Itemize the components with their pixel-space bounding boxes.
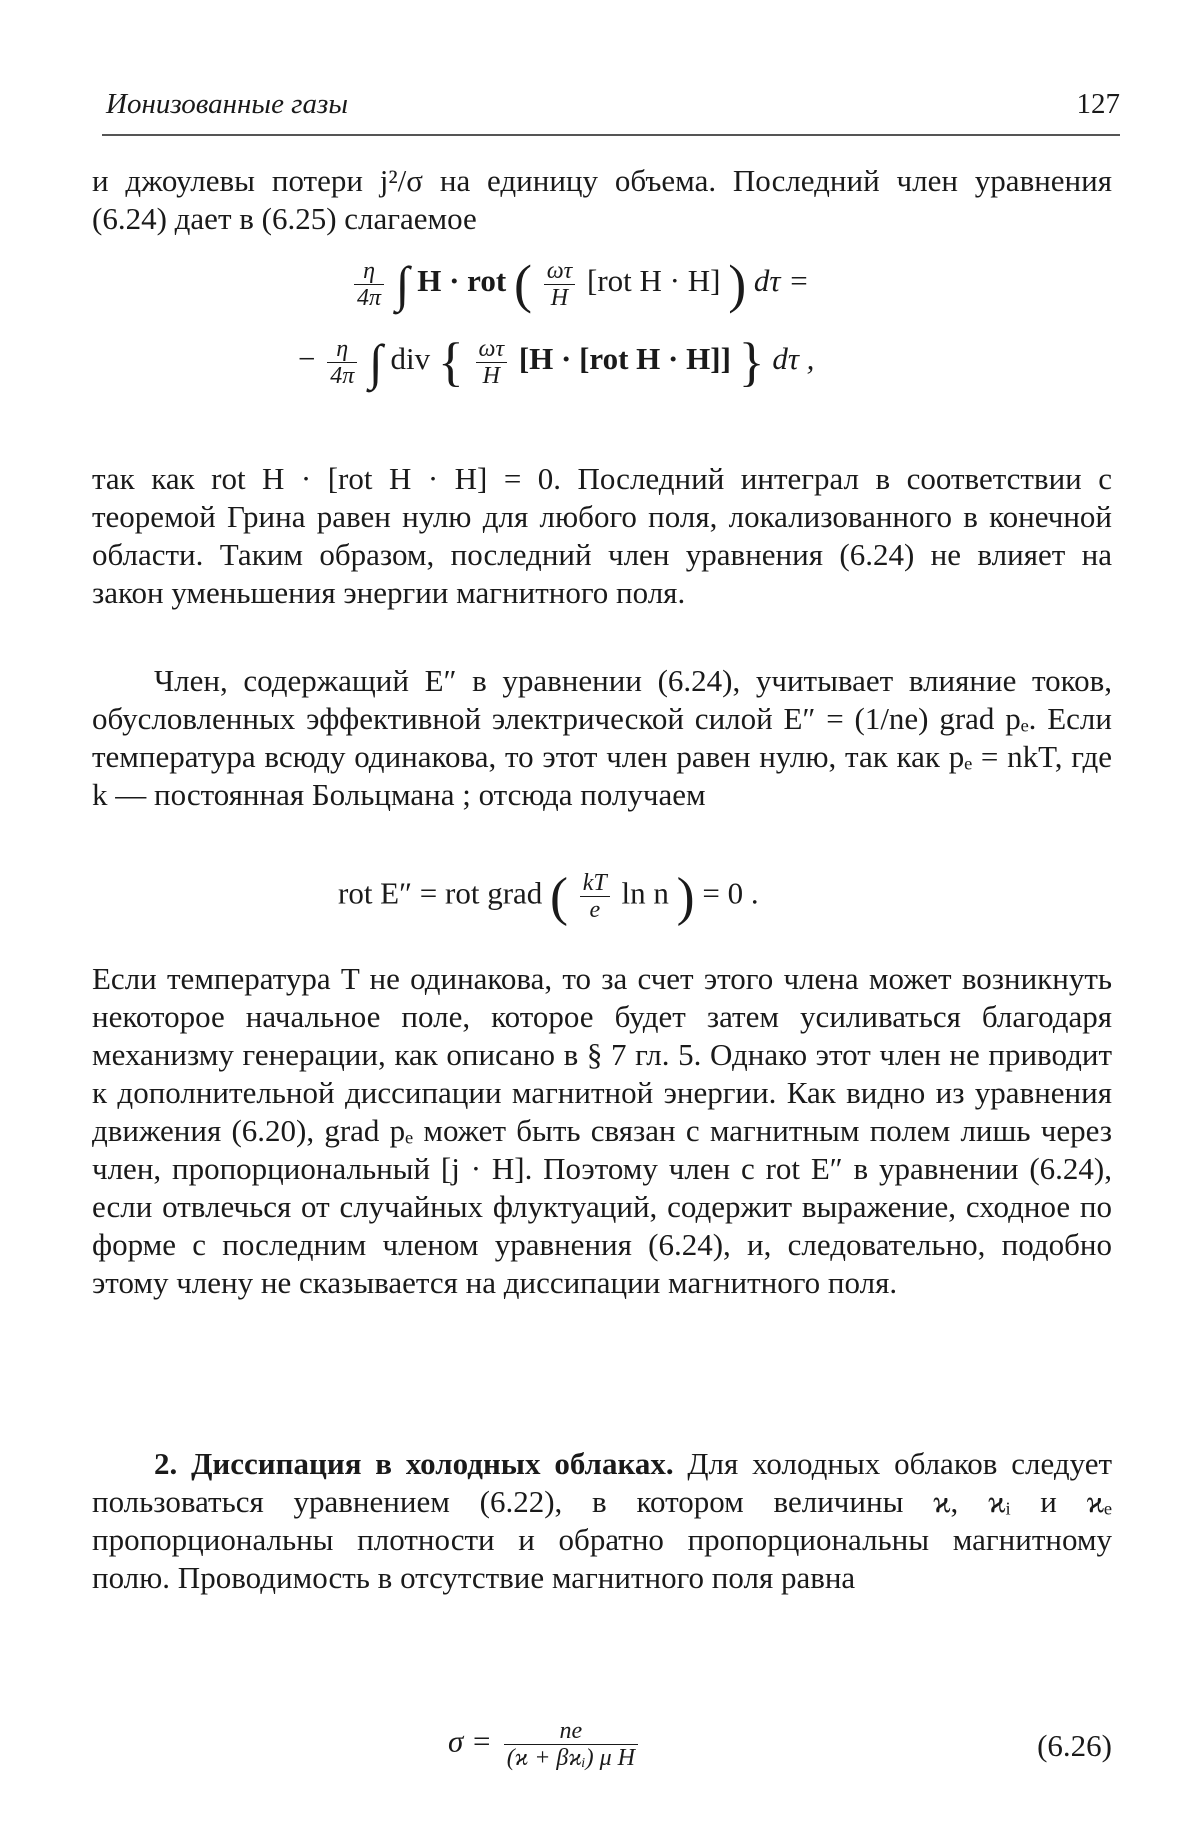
formula-3-ln: ln n (621, 875, 669, 911)
paren-open: ( (550, 866, 569, 927)
formula-2-div: div (390, 341, 431, 377)
paragraph-2-text: так как rot H · [rot H · H] = 0. Последний интеграл в соответствии с теоремой Грина равен нулю для любого поля, локализованного в конечной области. Таким образом, последний член уравнения (6.24) не влияет на закон уменьшения энергии магнитного поля. (92, 461, 1112, 610)
paragraph-4-text: Если температура T не одинакова, то за счет этого члена может возникнуть некоторое начальное поле, которое будет затем усиливаться благодаря механизму генерации, как описано в § 7 гл. 5. Однако этот член не приводит к дополнительной диссипации магнитной энергии. Как видно из уравнения движения (6.20), grad pₑ может быть связан с магнитным полем лишь через член, пропорциональный [j · H]. Поэтому член с rot E″ в уравнении (6.24), если отвлечься от случайных флуктуаций, содержит выражение, сходное по форме с последним членом уравнения (6.24), и, следовательно, подобно этому члену не сказывается на диссипации магнитного поля. (92, 961, 1112, 1300)
formula-1-bracket: [rot H · H] (587, 263, 721, 299)
formula-1-fraction-eta: $\frac{\eta}{4\pi}$ (354, 258, 384, 311)
paragraph-5 (92, 1445, 1112, 1597)
header-rule (102, 134, 1120, 136)
paragraph-5-text (92, 1445, 1112, 1597)
formula-3 (338, 866, 759, 927)
brace-close: } (738, 332, 765, 392)
formula-2-bracket: [H · [rot H · H]] (518, 341, 731, 377)
paragraph-2 (92, 460, 1112, 612)
formula-4 (448, 1718, 642, 1771)
paragraph-4 (92, 960, 1112, 1302)
paren-close: ) (728, 254, 747, 314)
formula-2-fraction-eta: $\frac{\eta}{4\pi}$ (327, 336, 357, 389)
formula-4-fraction: $\frac{ne}{\text{(ϰ + βϰᵢ) μ H}}$ (504, 1718, 638, 1771)
running-title: Ионизованные газы (106, 88, 348, 120)
page-number: 127 (1076, 88, 1120, 120)
paragraph-3-text: Член, содержащий E″ в уравнении (6.24), учитывает влияние токов, обусловленных эффективной электрической силой E″ = (1/ne) grad pₑ. Если температура всюду одинакова, то этот член равен нулю, так как pₑ = nkT, где k — постоянная Больцмана ; отсюда получаем (92, 663, 1112, 812)
formula-4-left: σ = (448, 1723, 492, 1759)
brace-open: { (437, 332, 464, 392)
formula-2-tail: dτ , (772, 341, 815, 377)
formula-3-right: = 0 . (702, 875, 759, 911)
integral-sign: ∫ (395, 256, 410, 312)
integral-sign: ∫ (369, 334, 383, 390)
paren-open: ( (513, 254, 532, 314)
formula-1-fraction-omega: $\frac{\omega\tau}{H}$ (544, 258, 576, 311)
formula-2-minus: − (298, 341, 316, 377)
formula-1 (350, 255, 809, 313)
equation-number: (6.26) (1037, 1728, 1112, 1763)
formula-1-tail: dτ = (753, 263, 810, 299)
paragraph-1 (92, 162, 1112, 238)
paragraph-3 (92, 662, 1112, 814)
page-header (106, 88, 1120, 128)
paren-close: ) (676, 866, 695, 927)
formula-3-left: rot E″ = rot grad (338, 875, 543, 911)
formula-1-term: H · rot (417, 263, 507, 299)
formula-2 (298, 333, 814, 391)
paragraph-5-body: Для холодных облаков следует пользоваться уравнением (6.22), в котором величины ϰ, ϰᵢ и ϰₑ пропорциональны плотности и обратно пропорциональны магнитному полю. Проводимость в отсутствие магнитного поля равна (92, 1446, 1112, 1595)
formula-3-fraction: $\frac{kT}{e}$ (580, 870, 610, 923)
paragraph-1-text: и джоулевы потери j²/σ на единицу объема. Последний член уравнения (6.24) дает в (6.25) слагаемое (92, 163, 1112, 236)
section-heading: 2. Диссипация в холодных облаках. (154, 1446, 674, 1481)
formula-2-fraction-omega: $\frac{\omega\tau}{H}$ (476, 336, 508, 389)
